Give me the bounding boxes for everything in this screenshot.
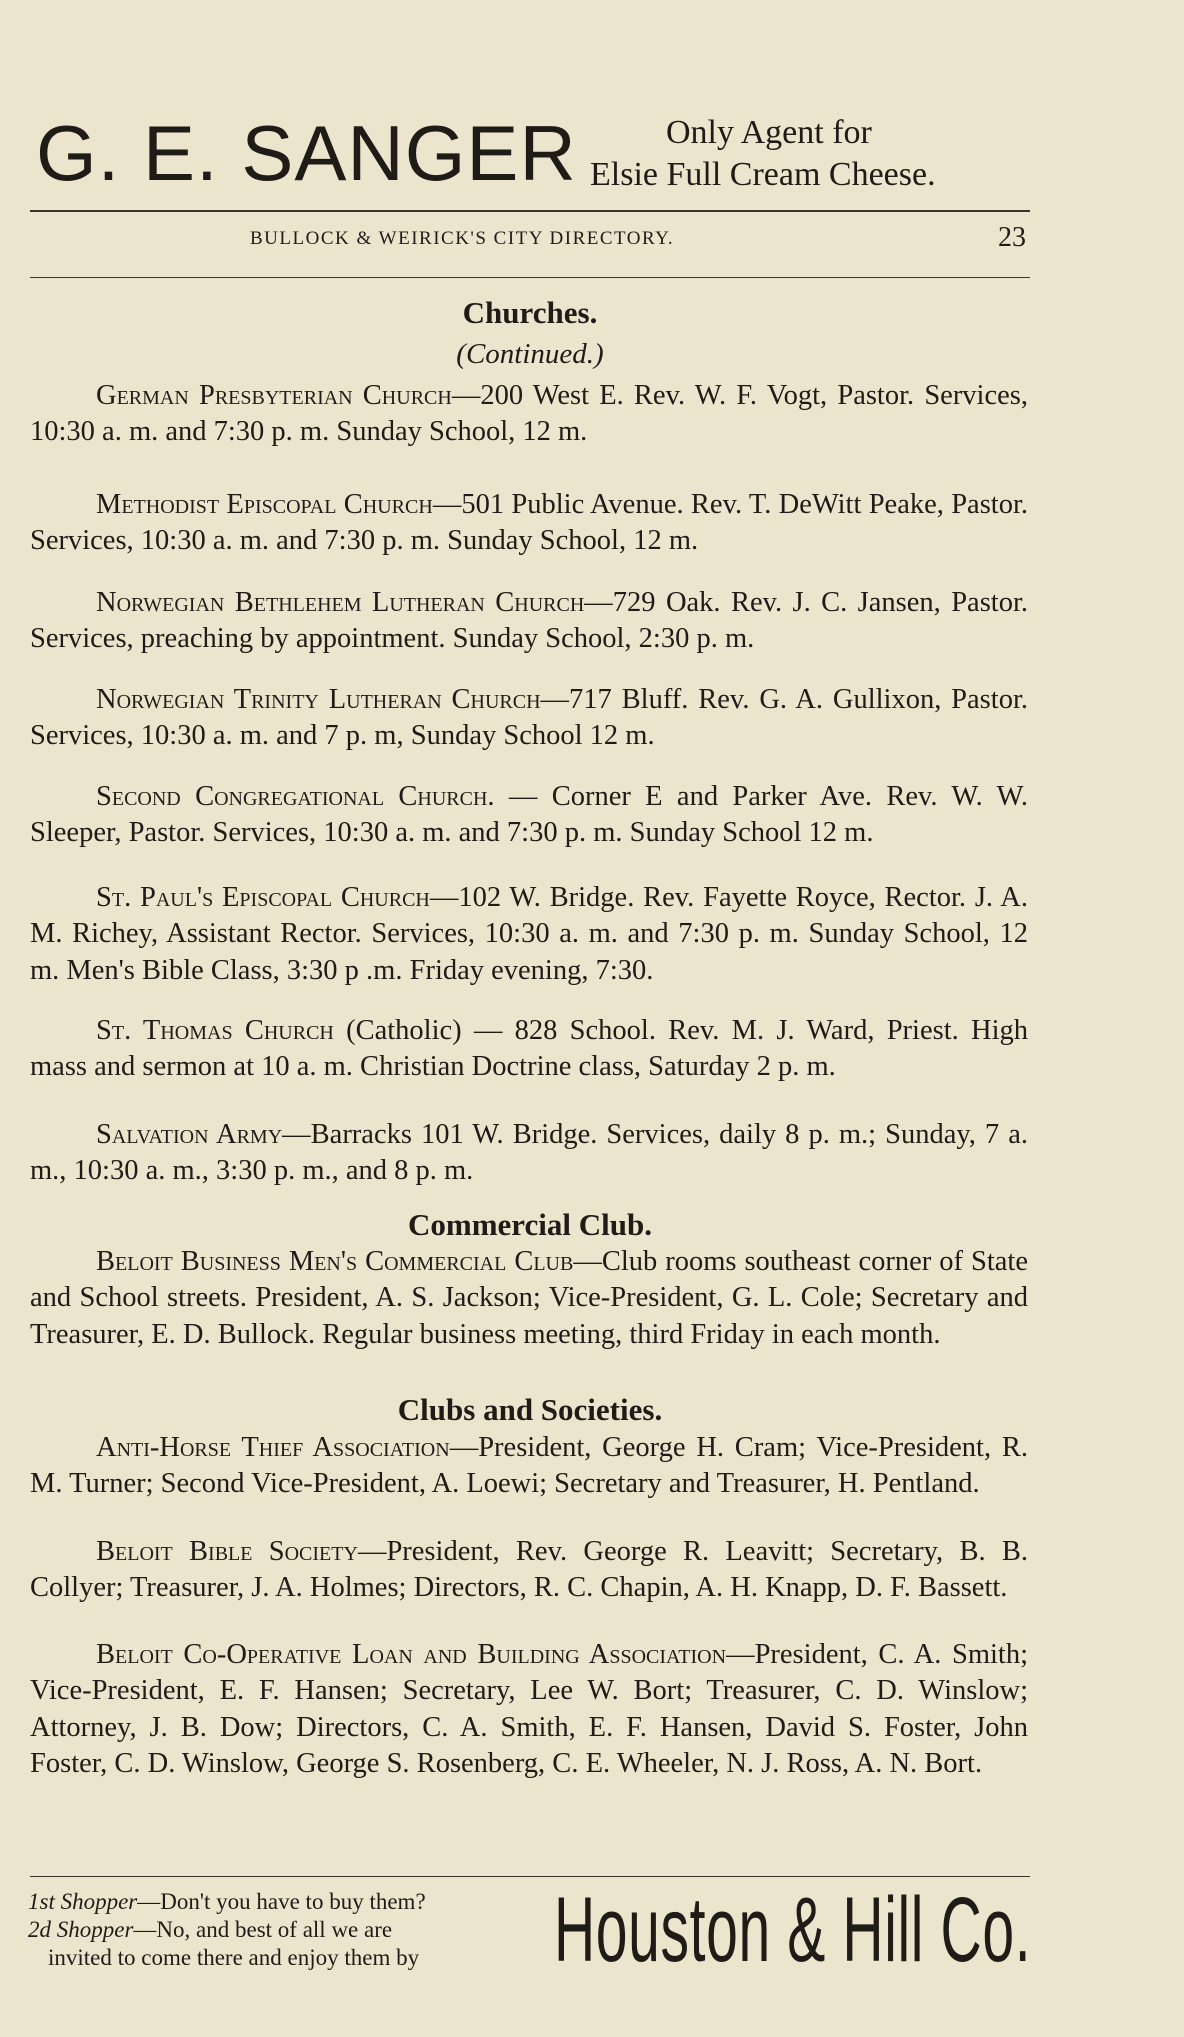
entry-name: Norwegian Bethlehem Lutheran Church — [96, 587, 585, 618]
advertiser-tagline — [590, 114, 1050, 198]
church-entry — [30, 880, 1028, 989]
entry-text: (Catholic) — 828 School. Rev. M. J. Ward, Priest. High mass and sermon at 10 a. m. Christian Doctrine class, Saturday 2 p. m. — [30, 1015, 1028, 1083]
section-heading-churches: Churches. — [462, 295, 598, 330]
dialogue-line-3: invited to come there and enjoy them by — [48, 1945, 420, 1970]
entry-text: —President, George H. Cram; Vice-President, R. M. Turner; Second Vice-President, A. Loewi; Secretary and Treasurer, H. Pentland. — [30, 1432, 1029, 1500]
entry-text: —729 Oak. Rev. J. C. Jansen, Pastor. Services, preaching by appointment. Sunday School, 2:30 p. m. — [30, 587, 1028, 655]
section-heading-clubs-societies: Clubs and Societies. — [397, 1392, 663, 1427]
top-ad-divider — [30, 210, 1030, 212]
church-entry — [30, 1117, 1028, 1190]
entry-name: Second Congregational Church. — [96, 781, 495, 812]
speaker-2: 2d Shopper — [28, 1917, 134, 1942]
entry-text: —102 W. Bridge. Rev. Fayette Royce, Rector. J. A. M. Richey, Assistant Rector. Services, 10:30 a. m. and 7:30 p. m. Sunday School, 12 m. Men's Bible Class, 3:30 p .m. Friday evening, 7:30. — [30, 882, 1028, 986]
speaker-1: 1st Shopper — [28, 1889, 138, 1914]
entry-name: Norwegian Trinity Lutheran Church — [96, 684, 541, 715]
entry-text: —717 Bluff. Rev. G. A. Gullixon, Pastor. Services, 10:30 a. m. and 7 p. m, Sunday School 12 m. — [30, 684, 1028, 752]
entry-text: —President, C. A. Smith; Vice-President, E. F. Hansen; Secretary, Lee W. Bort; Treasurer, C. D. Winslow; Attorney, J. B. Dow; Directors, C. A. Smith, E. F. Hansen, David S. Foster, John Foster, C. D. Winslow, George S. Rosenberg, C. E. Wheeler, N. J. Ross, A. N. Bort. — [30, 1639, 1028, 1779]
bottom-advertisement-dialogue — [28, 1888, 568, 1972]
bottom-ad-divider — [30, 1876, 1030, 1877]
advertiser-name: G. E. SANGER — [36, 109, 577, 197]
entry-text: — Corner E and Parker Ave. Rev. W. W. Sleeper, Pastor. Services, 10:30 a. m. and 7:30 p. m. Sunday School 12 m. — [30, 781, 1028, 849]
entry-text: —Club rooms southeast corner of State and School streets. President, A. S. Jackson; Vice-President, G. L. Cole; Secretary and Treasurer, E. D. Bullock. Regular business meeting, third Friday in each month. — [30, 1246, 1028, 1350]
entry-name: German Presbyterian Church — [96, 380, 452, 411]
club-entry — [30, 1244, 1028, 1353]
dialogue-text-1: —Don't you have to buy them? — [137, 1889, 426, 1914]
entry-name: Salvation Army — [96, 1119, 283, 1150]
entry-name: Beloit Business Men's Commercial Club — [96, 1246, 574, 1277]
dialogue-line-2 — [28, 1916, 568, 1944]
society-entry — [30, 1534, 1028, 1607]
society-entry — [30, 1430, 1028, 1503]
tagline-line-2: Elsie Full Cream Cheese. — [590, 156, 936, 193]
entry-name: Beloit Bible Society — [96, 1536, 358, 1567]
dialogue-text-2: —No, and best of all we are — [133, 1917, 393, 1942]
section-subheading-continued: (Continued.) — [456, 338, 604, 370]
entry-name: Methodist Episcopal Church — [96, 489, 433, 520]
entry-text: —501 Public Avenue. Rev. T. DeWitt Peake, Pastor. Services, 10:30 a. m. and 7:30 p. m. Sunday School, 12 m. — [30, 489, 1028, 557]
church-entry — [30, 585, 1028, 658]
dialogue-line-1 — [28, 1888, 568, 1916]
page-number: 23 — [998, 222, 1026, 253]
church-entry — [30, 487, 1028, 560]
entry-text: —President, Rev. George R. Leavitt; Secretary, B. B. Collyer; Treasurer, J. A. Holmes; Directors, R. C. Chapin, A. H. Knapp, D. F. Bassett. — [30, 1536, 1028, 1604]
running-head-title: BULLOCK & WEIRICK'S CITY DIRECTORY. — [250, 228, 675, 249]
header-divider — [30, 277, 1030, 278]
tagline-line-1: Only Agent for — [666, 114, 872, 151]
entry-text: —Barracks 101 W. Bridge. Services, daily 8 p. m.; Sunday, 7 a. m., 10:30 a. m., 3:30 p. m., and 8 p. m. — [30, 1119, 1028, 1187]
entry-name: Beloit Co-Operative Loan and Building Association — [96, 1639, 727, 1670]
church-entry — [30, 1013, 1028, 1086]
society-entry — [30, 1637, 1028, 1782]
entry-text: —200 West E. Rev. W. F. Vogt, Pastor. Services, 10:30 a. m. and 7:30 p. m. Sunday School, 12 m. — [30, 380, 1028, 448]
entry-name: St. Paul's Episcopal Church — [96, 882, 430, 913]
church-entry — [30, 779, 1028, 852]
section-heading-commercial-club: Commercial Club. — [408, 1207, 652, 1242]
entry-name: Anti-Horse Thief Association — [96, 1432, 450, 1463]
top-advertisement — [36, 108, 1036, 198]
entry-name: St. Thomas Church — [96, 1015, 334, 1046]
bottom-advertiser-brand: Houston & Hill Co. — [554, 1879, 1032, 1981]
church-entry — [30, 378, 1028, 451]
church-entry — [30, 682, 1028, 755]
